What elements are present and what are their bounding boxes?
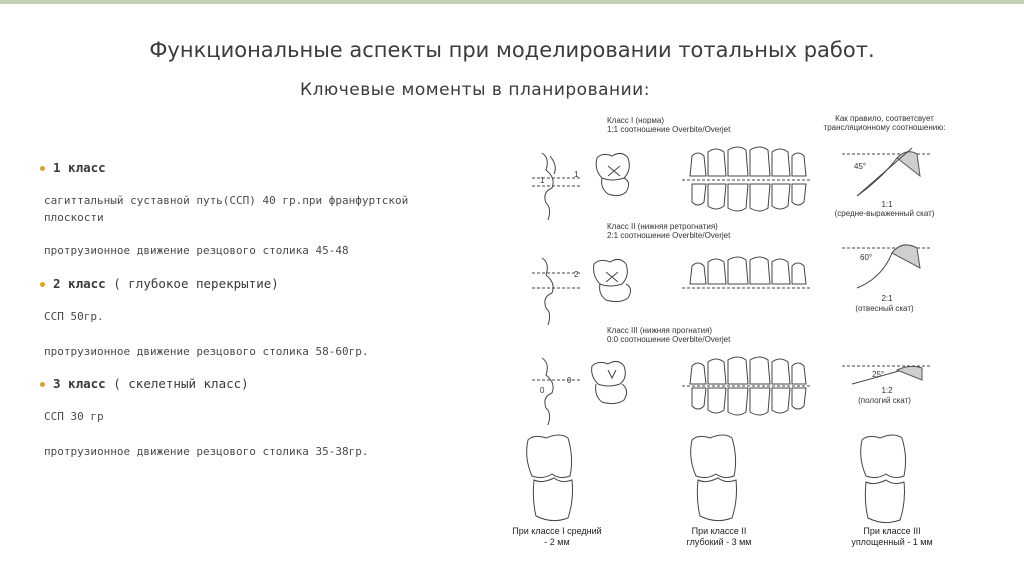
- class-3-line-1: ССП 30 гр: [44, 410, 104, 423]
- class-1-ratio: 1:1 соотношение Overbite/Overjet: [607, 125, 731, 134]
- translation-note: Как правило, соответсвует трансляционному соотношению:: [823, 114, 946, 132]
- angle-label-3: 25°: [872, 370, 885, 379]
- ratio-label-1: 1:1: [881, 200, 893, 209]
- class-3-angle-graph: [842, 366, 932, 384]
- class-1-title: 1 класс: [53, 160, 106, 175]
- class-3-front-teeth: [682, 357, 812, 415]
- class-1-front-teeth: [682, 147, 812, 211]
- top-accent-bar: [0, 0, 1024, 4]
- slope-label-2: (отвесный скат): [855, 304, 914, 313]
- bottom-molars-class-1: [527, 435, 573, 521]
- overlap-mark-1: 1: [540, 176, 545, 185]
- class-2-subtitle: ( глубокое перекрытие): [105, 276, 279, 291]
- class-1-heading: [40, 160, 106, 175]
- ratio-label-2: 2:1: [881, 294, 893, 303]
- dental-occlusion-figure: [512, 108, 957, 564]
- slide-title: Функциональные аспекты при моделировании тотальных работ.: [149, 38, 875, 62]
- ratio-label-3: 1:2: [881, 386, 893, 395]
- bottom-caption-1: При классе I средний - 2 мм: [512, 526, 602, 547]
- overlap-mark-3: 0: [540, 386, 545, 395]
- class-3-caption: Класс III (нижняя прогнатия): [607, 326, 713, 335]
- class-1-molars: [596, 153, 629, 195]
- slope-label-3: (пологий скат): [858, 396, 911, 405]
- class-3-molars: [592, 361, 627, 403]
- class-2-title: 2 класс: [53, 276, 106, 291]
- class-3-heading: [40, 376, 249, 391]
- class-1-profile: [532, 153, 582, 220]
- overlap-mark-3b: 0: [567, 376, 572, 385]
- class-3-subtitle: ( скелетный класс): [105, 376, 249, 391]
- bullet-icon: [40, 282, 45, 287]
- class-2-caption: Класс II (нижняя ретрогнатия): [607, 222, 718, 231]
- class-2-line-2: протрузионное движение резцового столика 58-60гр.: [44, 345, 369, 358]
- class-2-angle-graph: [842, 245, 932, 288]
- angle-label-1: 45°: [854, 162, 867, 171]
- overlap-mark-1b: 1: [574, 170, 579, 179]
- class-2-heading: [40, 276, 279, 291]
- slide-subtitle: Ключевые моменты в планировании:: [300, 80, 650, 100]
- angle-label-2: 60°: [860, 253, 873, 262]
- bottom-molars-class-2: [691, 435, 737, 521]
- bullet-icon: [40, 382, 45, 387]
- class-1-angle-graph: [842, 148, 932, 196]
- class-2-molars: [594, 259, 631, 301]
- occlusion-diagram-svg: [512, 108, 957, 564]
- class-3-ratio: 0:0 соотношение Overbite/Overjet: [607, 335, 731, 344]
- class-3-line-2: протрузионное движение резцового столика 35-38гр.: [44, 445, 369, 458]
- bottom-molars-class-3: [861, 435, 906, 523]
- slope-label-1: (средне-выраженный скат): [834, 209, 935, 218]
- class-2-ratio: 2:1 соотношение Overbite/Overjet: [607, 231, 731, 240]
- class-2-front-teeth: [682, 257, 812, 288]
- class-1-line-2: протрузионное движение резцового столика 45-48: [44, 244, 349, 257]
- class-2-line-1: ССП 50гр.: [44, 310, 104, 323]
- class-3-title: 3 класс: [53, 376, 106, 391]
- bottom-caption-3: При классе III уплощенный - 1 мм: [851, 526, 933, 547]
- bullet-icon: [40, 166, 45, 171]
- class-2-profile: [532, 258, 582, 325]
- class-1-line-1: сагиттальный суставной путь(ССП) 40 гр.при франфуртской плоскости: [44, 194, 409, 224]
- bottom-caption-2: При классе II глубокий - 3 мм: [686, 526, 752, 547]
- overlap-mark-2: 2: [574, 270, 579, 279]
- class-1-caption: Класс I (норма): [607, 116, 665, 125]
